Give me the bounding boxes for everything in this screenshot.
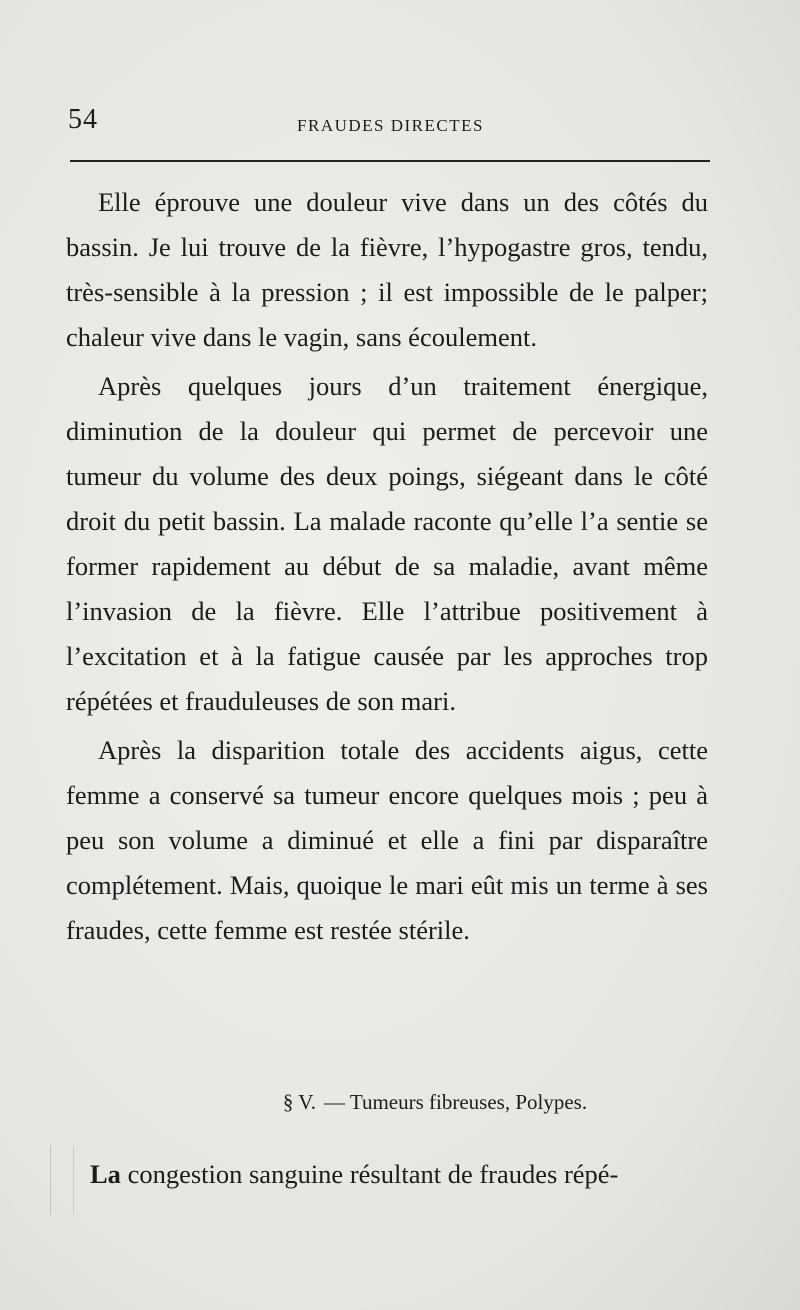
page-number: 54	[68, 104, 98, 135]
paragraph-3: Après la disparition totale des accidents aigus, cette femme a conservé sa tumeur encore quelques mois ; peu à peu son volume a diminué et elle a fini par disparaître complétement. Mais, quoique le mari eût mis un terme à ses fraudes, cette femme est restée stérile.	[66, 735, 708, 945]
section-label: § V.	[282, 1090, 316, 1114]
final-line-lead: La	[90, 1159, 121, 1189]
body-text	[66, 180, 708, 957]
page-header	[68, 100, 713, 140]
margin-bracket-mark	[50, 1145, 74, 1215]
section-heading	[0, 1090, 800, 1115]
running-head: FRAUDES DIRECTES	[297, 116, 484, 135]
paragraph-2: Après quelques jours d’un traitement énergique, diminution de la douleur qui permet de percevoir une tumeur du volume des deux poings, siégeant dans le côté droit du petit bassin. La malade raconte qu’elle l’a sentie se former rapidement au début de sa maladie, avant même l’invasion de la fièvre. Elle l’attribue positivement à l’excitation et à la fatigue causée par les approches trop répétées et frauduleuses de son mari.	[66, 371, 708, 716]
final-line	[90, 1152, 710, 1197]
header-rule	[70, 160, 710, 162]
section-title: — Tumeurs fibreuses, Polypes.	[323, 1090, 588, 1114]
paragraph-1: Elle éprouve une douleur vive dans un des côtés du bassin. Je lui trouve de la fièvre, l’hypogastre gros, tendu, très-sensible à la pression ; il est impossible de le palper; chaleur vive dans le vagin, sans écoulement.	[66, 187, 708, 352]
final-line-rest: congestion sanguine résultant de fraudes répé-	[120, 1159, 619, 1189]
